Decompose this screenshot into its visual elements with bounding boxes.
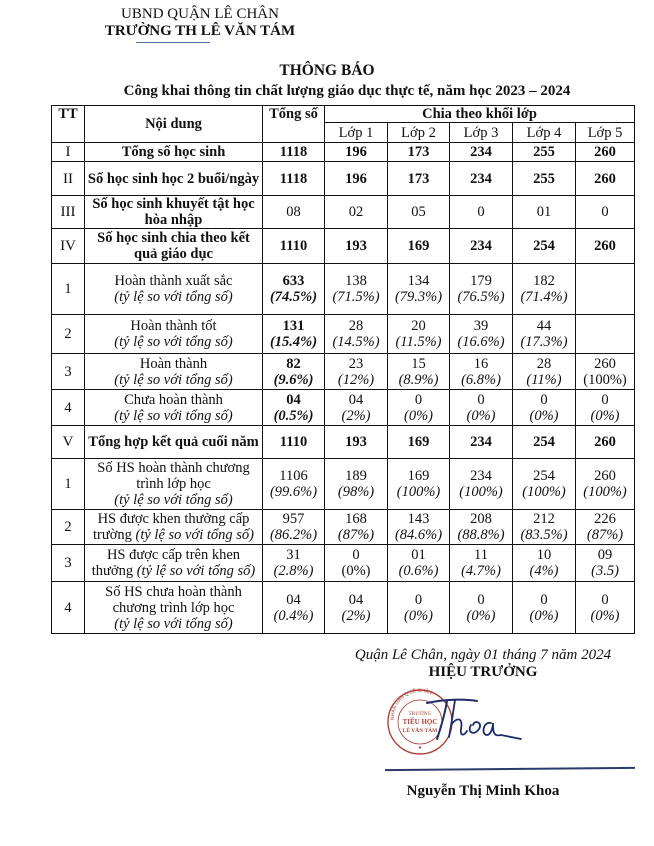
cell-percent: (87%) (586, 527, 624, 543)
grade-3-cell (450, 510, 513, 545)
cell-percent: (0%) (404, 607, 433, 624)
cell-percent: (12%) (337, 371, 375, 388)
signature (425, 695, 525, 745)
org-name: UBND QUẬN LÊ CHÂN (121, 6, 279, 22)
row-content-label: Số học sinh khuyết tật học hòa nhập (92, 196, 255, 228)
cell-value: 0 (477, 591, 485, 608)
table-row (52, 229, 635, 264)
row-content-label: Số HS hoàn thành chương trình lớp học (97, 460, 250, 492)
signer-name: Nguyễn Thị Minh Khoa (406, 783, 560, 799)
results-table (51, 105, 635, 634)
cell-percent: (100%) (459, 484, 503, 500)
table-row (52, 426, 635, 459)
row-index: 4 (52, 582, 85, 634)
row-index: 2 (52, 315, 85, 354)
grade-4-cell (513, 390, 576, 426)
row-index: V (52, 426, 85, 459)
total-cell (263, 459, 325, 510)
cell-value: 28 (348, 318, 364, 334)
cell-percent: (0%) (529, 407, 559, 424)
grade-5-cell (576, 582, 635, 634)
total-cell (263, 582, 325, 634)
row-index: 2 (52, 510, 85, 545)
cell-value: 0 (414, 591, 423, 608)
cell-value: 0 (477, 391, 485, 408)
ratio-note: (tỷ lệ so với tổng số) (114, 289, 233, 305)
grade-3-cell (450, 545, 513, 582)
ratio-note: (tỷ lệ so với tổng số) (114, 407, 233, 424)
total-cell (263, 510, 325, 545)
grade-2-cell: 173 (388, 143, 450, 162)
grade-2-cell (388, 354, 450, 390)
cell-value: 15 (411, 355, 426, 372)
grade-5-cell (576, 459, 635, 510)
grade-5-cell (576, 545, 635, 582)
cell-percent: (9.6%) (273, 371, 314, 388)
cell-percent: (0%) (590, 407, 620, 424)
cell-value: 0 (414, 391, 423, 408)
cell-percent: (71.4%) (520, 289, 568, 305)
grade-2-cell: 05 (388, 196, 450, 229)
cell-value: 16 (473, 355, 489, 372)
total-cell (263, 354, 325, 390)
cell-value: 0 (601, 391, 609, 408)
table-row (52, 196, 635, 229)
cell-value: 04 (286, 591, 301, 608)
cell-value: 208 (470, 511, 492, 527)
grade-4-cell: 255 (513, 143, 576, 162)
cell-value: 39 (473, 318, 489, 334)
cell-value: 82 (286, 355, 301, 372)
row-content (85, 162, 263, 196)
row-content-label: HS được khen thưởng cấp trường (93, 511, 250, 543)
row-content-label: Hoàn thành tốt (130, 318, 217, 334)
cell-percent: (3.5) (591, 563, 619, 579)
header-grade-group: Chia theo khối lớp (325, 106, 635, 123)
grade-1-cell: 193 (325, 426, 388, 459)
cell-percent: (76.5%) (457, 289, 505, 305)
grade-4-cell (513, 510, 576, 545)
document-subtitle: Công khai thông tin chất lượng giáo dục thực tế, năm học 2023 – 2024 (123, 83, 571, 99)
table-row (52, 582, 635, 634)
table-row (52, 264, 635, 315)
row-index: II (52, 162, 85, 196)
grade-2-cell (388, 545, 450, 582)
cell-percent: (0%) (529, 607, 559, 624)
grade-1-cell (325, 354, 388, 390)
grade-3-cell: 234 (450, 426, 513, 459)
stamp-line-1: TRƯỜNG (408, 711, 432, 717)
total-cell (263, 390, 325, 426)
grade-2-cell (388, 582, 450, 634)
table-row (52, 315, 635, 354)
cell-value: 169 (407, 468, 430, 484)
total-cell: 1118 (263, 143, 325, 162)
grade-2-cell: 169 (388, 229, 450, 264)
cell-value: 01 (411, 547, 426, 563)
cell-value: 04 (348, 591, 364, 608)
row-index: 1 (52, 264, 85, 315)
grade-1-cell (325, 390, 388, 426)
cell-percent: (100%) (583, 484, 627, 500)
grade-1-cell (325, 459, 388, 510)
grade-1-cell (325, 315, 388, 354)
grade-4-cell: 01 (513, 196, 576, 229)
stamp-arc-text: NHÂN DÂN Q.LÊ CHÂN (389, 688, 433, 721)
grade-1-cell: 02 (325, 196, 388, 229)
cell-percent: (87%) (337, 527, 375, 543)
row-content-label: Chưa hoàn thành (124, 391, 223, 408)
grade-5-cell: 0 (576, 196, 635, 229)
cell-percent: (11.5%) (395, 334, 442, 350)
cell-value: 182 (533, 273, 555, 289)
cell-percent: (2%) (341, 607, 371, 624)
ratio-note: (tỷ lệ so với tổng số) (114, 371, 233, 388)
grade-5-cell (576, 390, 635, 426)
table-row (52, 459, 635, 510)
cell-value: 09 (597, 547, 613, 563)
grade-5-cell (576, 354, 635, 390)
stamp-line-2: TIỂU HỌC (402, 718, 438, 726)
cell-percent: (4.7%) (461, 563, 501, 579)
cell-value: 957 (282, 511, 305, 527)
ratio-note: (tỷ lệ so với tổng số) (135, 527, 254, 543)
cell-value: 0 (540, 391, 548, 408)
cell-percent: (8.9%) (398, 371, 439, 388)
grade-4-cell (513, 315, 576, 354)
grade-5-cell (576, 510, 635, 545)
cell-value: 28 (536, 355, 552, 372)
row-content-label: Số HS chưa hoàn thành chương trình lớp học (105, 583, 242, 616)
row-content-label: Hoàn thành (139, 355, 208, 372)
row-content-label: Số học sinh chia theo kết quả giáo dục (97, 230, 250, 262)
cell-value: 0 (540, 591, 548, 608)
row-content-label: HS được cấp trên khen thưởng (91, 547, 241, 579)
cell-percent: (6.8%) (461, 371, 501, 388)
grade-3-cell: 0 (450, 196, 513, 229)
cell-value: 254 (533, 468, 555, 484)
cell-percent: (0.6%) (398, 563, 439, 579)
row-content (85, 196, 263, 229)
cell-percent: (99.6%) (269, 484, 318, 500)
grade-3-cell (450, 315, 513, 354)
signer-role: HIỆU TRƯỞNG (428, 664, 538, 680)
grade-3-cell (450, 582, 513, 634)
table-row (52, 510, 635, 545)
cell-percent: (86.2%) (269, 527, 318, 543)
cell-value: 20 (411, 318, 426, 334)
cell-value: 11 (474, 547, 488, 563)
row-content (85, 390, 263, 426)
grade-1-cell (325, 545, 388, 582)
cell-value: 10 (536, 547, 552, 563)
cell-value: 633 (282, 273, 305, 289)
cell-percent: (0%) (341, 563, 371, 579)
total-cell: 1110 (263, 426, 325, 459)
cell-value: 44 (536, 318, 552, 334)
cell-percent: (0.5%) (273, 407, 314, 424)
cell-value: 234 (470, 468, 492, 484)
cell-percent: (16.6%) (457, 334, 505, 350)
grade-1-cell (325, 264, 388, 315)
cell-percent: (98%) (337, 484, 375, 500)
header-tt: TT (52, 106, 85, 143)
grade-2-cell (388, 459, 450, 510)
stamp-line-3: LÊ VĂN TÁM (402, 728, 438, 734)
cell-value: 226 (594, 511, 616, 527)
total-cell: 08 (263, 196, 325, 229)
ratio-note: (tỷ lệ so với tổng số) (136, 563, 256, 579)
cell-value: 138 (345, 273, 367, 289)
cell-percent: (11%) (526, 371, 562, 388)
cell-value: 0 (352, 547, 360, 563)
row-content (85, 315, 263, 354)
row-content (85, 143, 263, 162)
header-grade-1: Lớp 1 (325, 123, 388, 143)
cell-percent: (0.4%) (273, 607, 314, 624)
cell-value: 168 (345, 511, 367, 527)
table-row (52, 390, 635, 426)
grade-1-cell (325, 582, 388, 634)
grade-2-cell: 173 (388, 162, 450, 196)
table-row (52, 354, 635, 390)
total-cell: 1110 (263, 229, 325, 264)
header-grade-5: Lớp 5 (576, 123, 635, 143)
cell-percent: (0%) (590, 607, 620, 624)
grade-2-cell (388, 315, 450, 354)
cell-value: 131 (282, 318, 305, 334)
cell-value: 31 (286, 547, 301, 563)
grade-3-cell (450, 354, 513, 390)
grade-3-cell: 234 (450, 162, 513, 196)
total-cell (263, 545, 325, 582)
grade-2-cell (388, 510, 450, 545)
grade-5-cell: 260 (576, 426, 635, 459)
table-row (52, 143, 635, 162)
grade-5-cell (576, 264, 635, 315)
grade-5-cell (576, 315, 635, 354)
row-index: I (52, 143, 85, 162)
cell-value: 0 (601, 591, 609, 608)
cell-percent: (2.8%) (273, 563, 314, 579)
cell-percent: (17.3%) (520, 334, 568, 350)
grade-1-cell: 196 (325, 143, 388, 162)
document-title: THÔNG BÁO (279, 62, 375, 79)
cell-value: 143 (407, 511, 430, 527)
ratio-note: (tỷ lệ so với tổng số) (114, 334, 233, 350)
row-content-label: Số học sinh học 2 buổi/ngày (87, 170, 260, 187)
cell-percent: (100%) (396, 484, 441, 500)
grade-5-cell: 260 (576, 229, 635, 264)
row-content (85, 510, 263, 545)
school-name: TRƯỜNG TH LÊ VĂN TÁM (104, 23, 296, 39)
grade-4-cell (513, 582, 576, 634)
grade-2-cell (388, 264, 450, 315)
header-grade-3: Lớp 3 (450, 123, 513, 143)
grade-4-cell: 254 (513, 229, 576, 264)
row-content (85, 545, 263, 582)
grade-1-cell (325, 510, 388, 545)
table-row (52, 162, 635, 196)
cell-value: 23 (348, 355, 364, 372)
cell-percent: (71.5%) (332, 289, 380, 305)
grade-3-cell (450, 459, 513, 510)
grade-1-cell: 193 (325, 229, 388, 264)
signature-line (385, 767, 635, 771)
table-row (52, 545, 635, 582)
row-index: 3 (52, 354, 85, 390)
cell-percent: (2%) (341, 407, 371, 424)
grade-2-cell: 169 (388, 426, 450, 459)
grade-3-cell (450, 264, 513, 315)
date-line: Quận Lê Chân, ngày 01 tháng 7 năm 2024 (354, 647, 612, 663)
cell-percent: (0%) (404, 407, 433, 424)
row-content-label: Tổng số học sinh (121, 144, 226, 160)
cell-value: 212 (533, 511, 555, 527)
cell-percent: (0%) (466, 607, 496, 624)
row-index: 4 (52, 390, 85, 426)
cell-percent: (83.5%) (520, 527, 568, 543)
cell-percent: (88.8%) (457, 527, 505, 543)
grade-4-cell (513, 459, 576, 510)
cell-percent: (14.5%) (332, 334, 380, 350)
grade-4-cell (513, 264, 576, 315)
cell-value: 260 (594, 355, 616, 372)
grade-3-cell (450, 390, 513, 426)
grade-4-cell (513, 545, 576, 582)
grade-3-cell: 234 (450, 229, 513, 264)
cell-percent: (100%) (522, 484, 566, 500)
cell-value: 189 (345, 468, 367, 484)
ratio-note: (tỷ lệ so với tổng số) (114, 492, 233, 508)
cell-value: 134 (407, 273, 430, 289)
header-grade-2: Lớp 2 (388, 123, 450, 143)
grade-4-cell: 255 (513, 162, 576, 196)
row-content-label: Tổng hợp kết quả cuối năm (88, 434, 259, 450)
cell-percent: (74.5%) (269, 289, 318, 305)
header-grade-4: Lớp 4 (513, 123, 576, 143)
row-content (85, 426, 263, 459)
row-content-label: Hoàn thành xuất sắc (114, 273, 233, 289)
row-content (85, 459, 263, 510)
grade-2-cell (388, 390, 450, 426)
row-content (85, 354, 263, 390)
total-cell (263, 264, 325, 315)
row-index: IV (52, 229, 85, 264)
row-index: 3 (52, 545, 85, 582)
header-content: Nội dung (85, 106, 263, 143)
row-index: 1 (52, 459, 85, 510)
grade-1-cell: 196 (325, 162, 388, 196)
row-index: III (52, 196, 85, 229)
cell-percent: (100%) (583, 371, 627, 388)
grade-5-cell: 260 (576, 143, 635, 162)
cell-percent: (15.4%) (269, 334, 318, 350)
cell-percent: (4%) (529, 563, 559, 579)
cell-percent: (79.3%) (394, 289, 443, 305)
grade-4-cell (513, 354, 576, 390)
cell-percent: (0%) (466, 407, 496, 424)
row-content (85, 582, 263, 634)
ratio-note: (tỷ lệ so với tổng số) (114, 615, 233, 632)
header-underline (136, 42, 210, 43)
cell-value: 179 (470, 273, 492, 289)
cell-value: 1106 (279, 468, 308, 484)
row-content (85, 229, 263, 264)
cell-value: 04 (348, 391, 364, 408)
row-content (85, 264, 263, 315)
grade-3-cell: 234 (450, 143, 513, 162)
grade-5-cell: 260 (576, 162, 635, 196)
total-cell: 1118 (263, 162, 325, 196)
header-total: Tổng số (263, 106, 325, 143)
cell-value: 260 (594, 468, 616, 484)
total-cell (263, 315, 325, 354)
cell-percent: (84.6%) (394, 527, 443, 543)
grade-4-cell: 254 (513, 426, 576, 459)
stamp-star-icon: ★ (417, 746, 423, 751)
cell-value: 04 (286, 391, 301, 408)
